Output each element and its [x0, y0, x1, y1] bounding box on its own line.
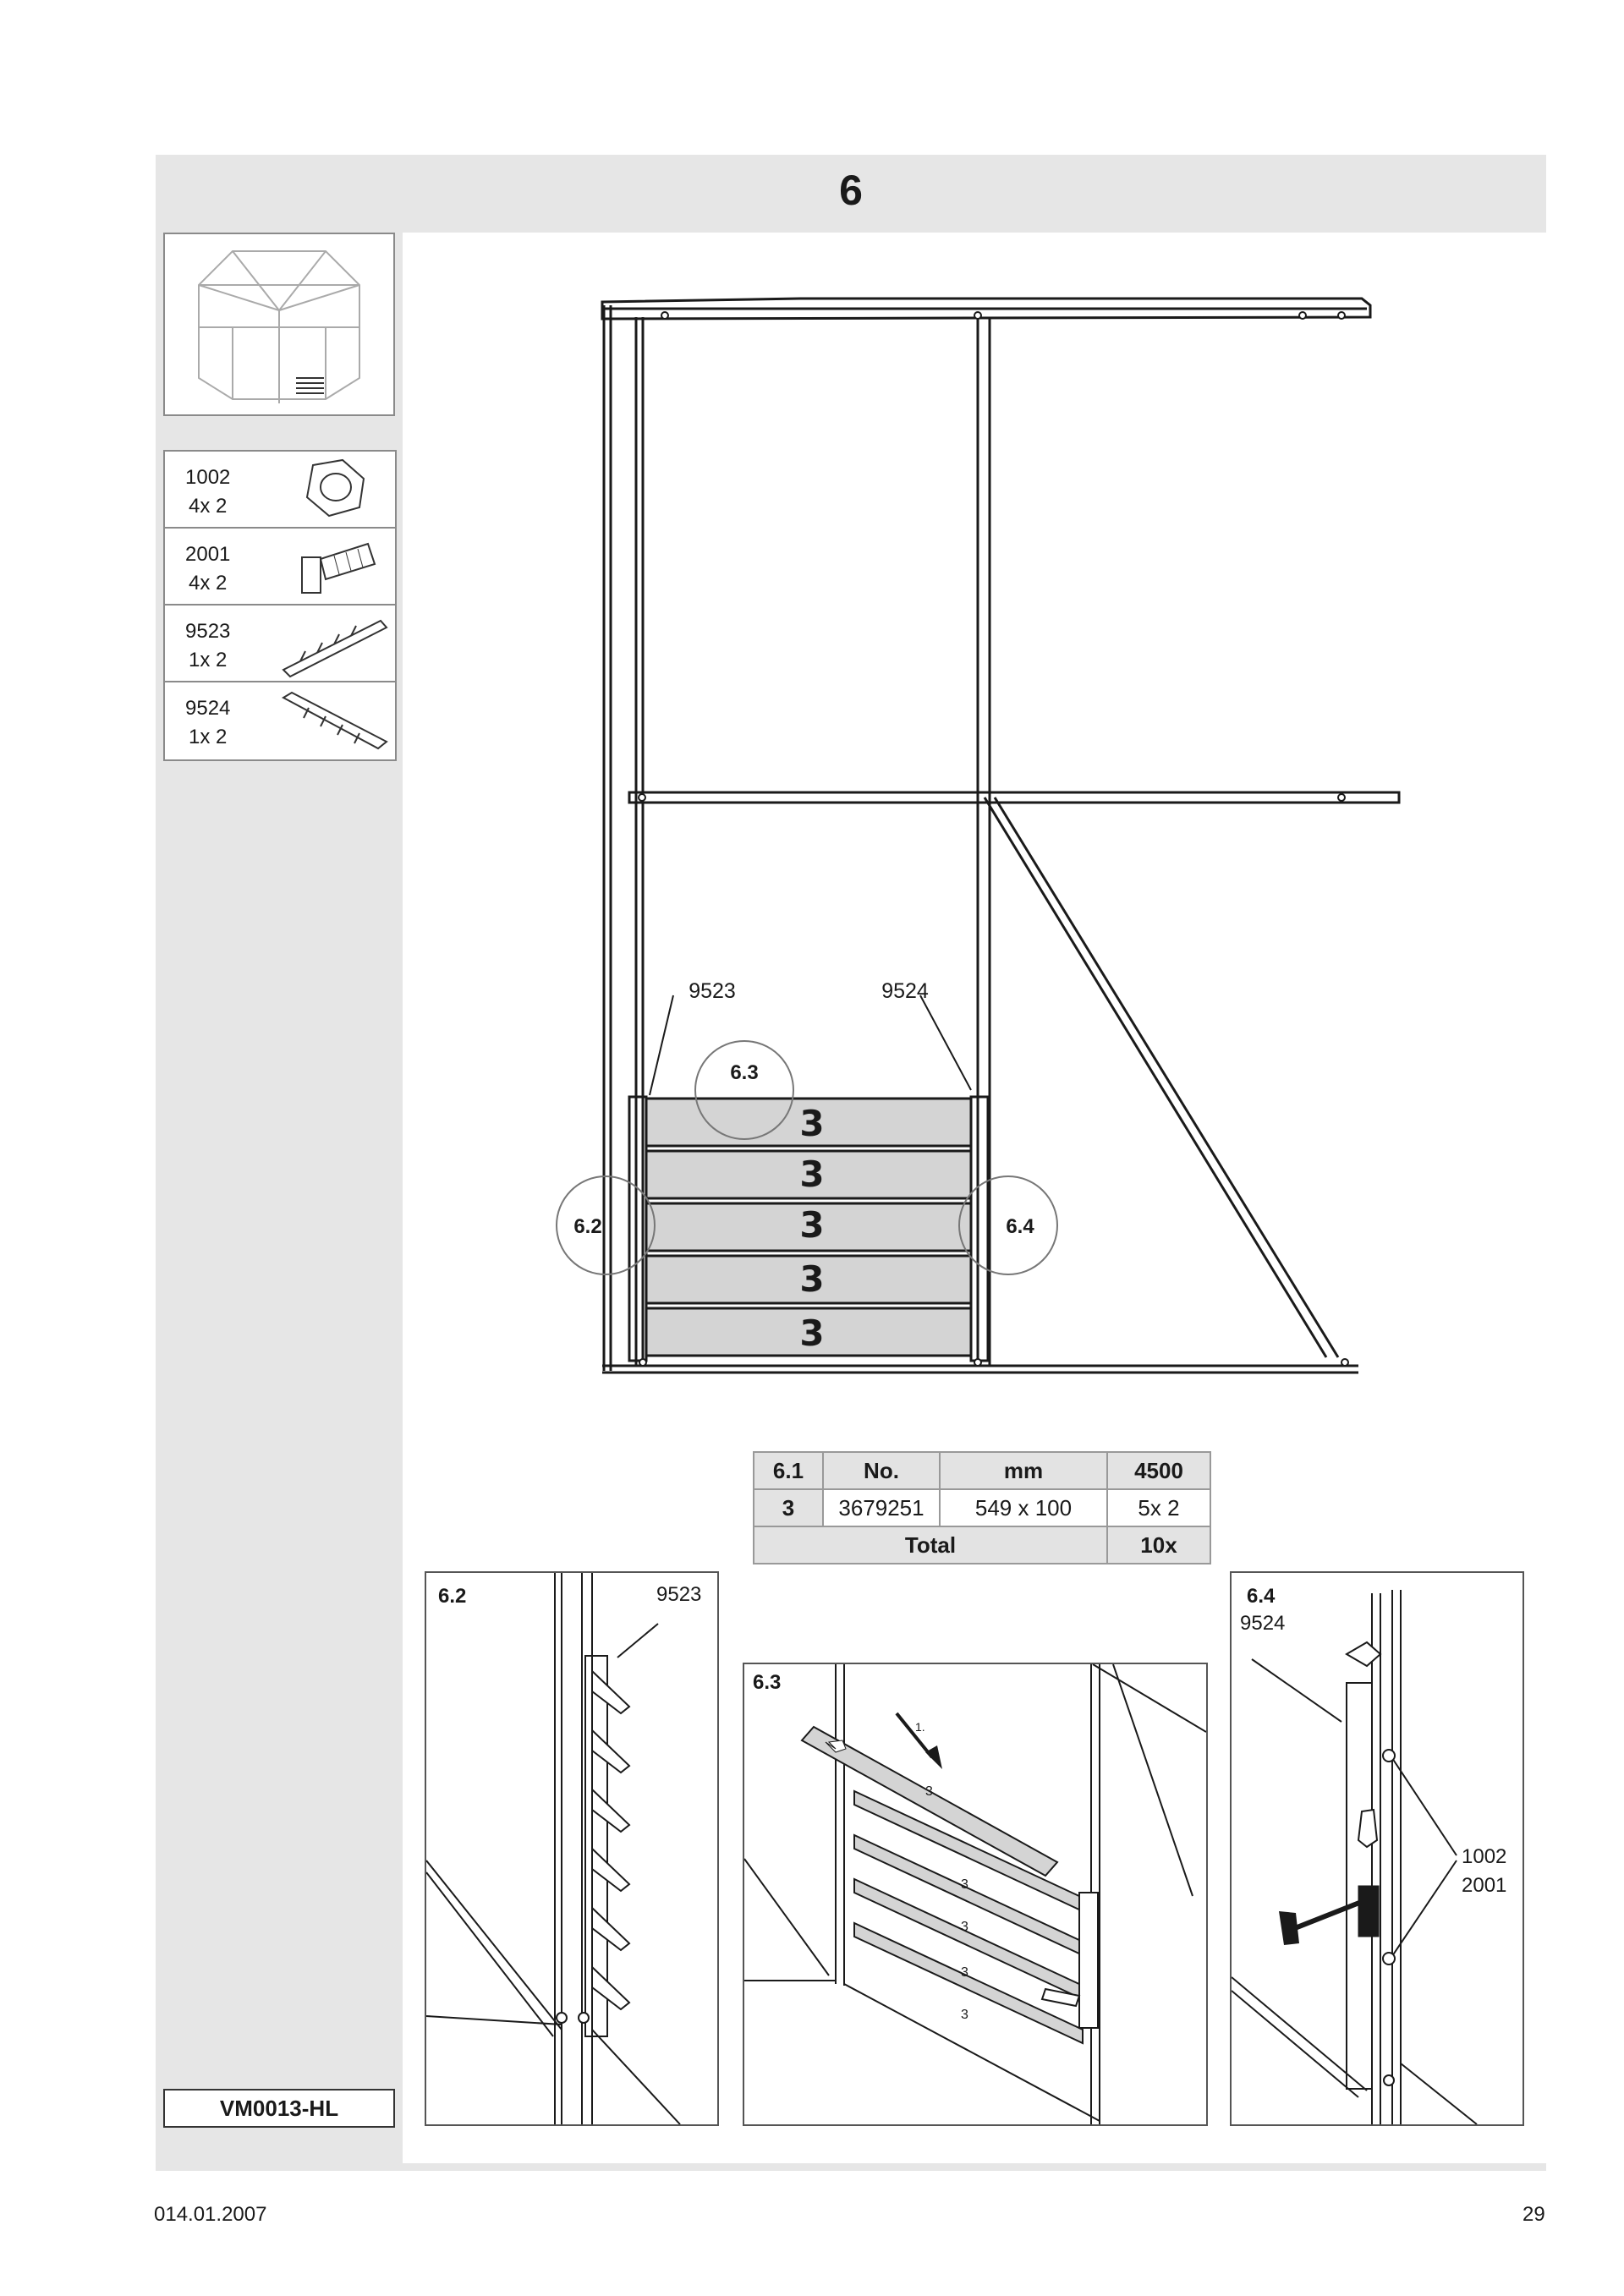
part-row-1002 — [165, 452, 395, 529]
callout-9524: 9524 — [1240, 1612, 1286, 1635]
part-quantity: 4x 2 — [189, 572, 228, 595]
callout-9523: 9523 — [689, 979, 736, 1003]
callout-9523: 9523 — [656, 1583, 702, 1606]
part-row-9523 — [165, 606, 395, 682]
greenhouse-icon — [165, 234, 393, 414]
detail-ref-6-4: 6.4 — [1006, 1215, 1034, 1238]
part-quantity: 1x 2 — [189, 649, 228, 671]
detail-6-2-tag: 6.2 — [438, 1585, 467, 1608]
panel-label: 3 — [925, 1784, 933, 1799]
part-number: 9523 — [185, 620, 231, 643]
detail-6-4-tag: 6.4 — [1247, 1585, 1276, 1608]
part-quantity: 4x 2 — [189, 495, 228, 518]
callout-2001: 2001 — [1462, 1874, 1507, 1897]
detail-6-3-drawing — [744, 1664, 1206, 2124]
panel-label: 3 — [799, 1103, 825, 1144]
step-arrow-label: 1. — [915, 1720, 925, 1734]
table-header-cell: No. — [823, 1452, 940, 1489]
part-number: 1002 — [185, 466, 231, 489]
detail-6-4 — [1230, 1571, 1524, 2126]
louvre-bracket-right-icon — [275, 686, 393, 755]
model-number: VM0013-HL — [163, 2089, 395, 2128]
table-total-row — [754, 1526, 1210, 1564]
parts-table — [753, 1451, 1211, 1564]
table-header-cell: 4500 — [1107, 1452, 1210, 1489]
step-number: 6 — [839, 167, 863, 214]
panel-label: 3 — [799, 1312, 825, 1354]
part-number: 2001 — [185, 543, 231, 566]
detail-ref-6-2: 6.2 — [573, 1215, 602, 1238]
total-value: 10x — [1107, 1526, 1210, 1564]
part-row-9524 — [165, 682, 395, 759]
panel-label: 3 — [961, 1877, 968, 1892]
part-quantity: 1x 2 — [189, 726, 228, 748]
table-header-cell: 6.1 — [754, 1452, 823, 1489]
table-cell: 549 x 100 — [940, 1489, 1107, 1526]
table-cell: 5x 2 — [1107, 1489, 1210, 1526]
panel-label: 3 — [799, 1258, 825, 1300]
table-cell: 3 — [754, 1489, 823, 1526]
bolt-icon — [275, 532, 393, 601]
footer-date: 014.01.2007 — [154, 2203, 267, 2226]
part-number: 9524 — [185, 697, 231, 720]
assembly-drawing — [403, 233, 1546, 1459]
callout-1002: 1002 — [1462, 1845, 1507, 1868]
panel-label: 3 — [961, 1920, 968, 1934]
detail-ref-6-3: 6.3 — [730, 1061, 759, 1084]
detail-6-2-drawing — [426, 1573, 717, 2124]
detail-6-3 — [743, 1663, 1208, 2126]
panel-label: 3 — [961, 2008, 968, 2022]
total-label: Total — [754, 1526, 1107, 1564]
page-number: 29 — [1522, 2203, 1545, 2226]
table-header-cell: mm — [940, 1452, 1107, 1489]
panel-label: 3 — [961, 1965, 968, 1980]
panel-label: 3 — [799, 1204, 825, 1246]
detail-6-3-tag: 6.3 — [753, 1671, 782, 1694]
parts-list — [163, 450, 397, 761]
table-cell: 3679251 — [823, 1489, 940, 1526]
detail-6-2 — [425, 1571, 719, 2126]
part-row-2001 — [165, 529, 395, 606]
panel-label: 3 — [799, 1153, 825, 1195]
callout-9524: 9524 — [881, 979, 929, 1003]
hex-nut-icon — [275, 455, 393, 524]
louvre-bracket-left-icon — [275, 609, 393, 678]
greenhouse-thumbnail — [163, 233, 395, 416]
table-row — [754, 1489, 1210, 1526]
